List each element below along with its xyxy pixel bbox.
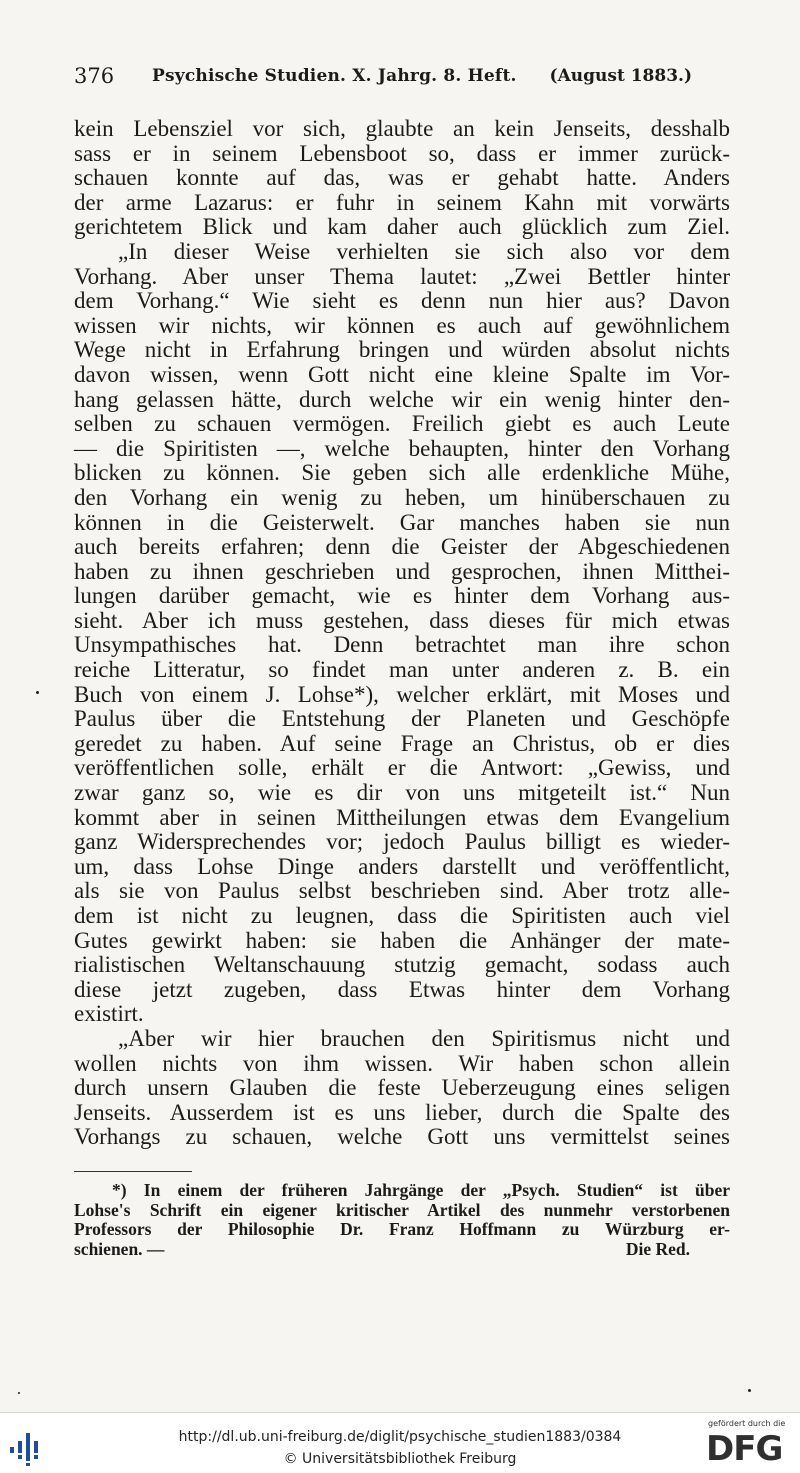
- text-line: rialistischen Weltanschauung stutzig gemacht, sodass auch: [74, 952, 730, 978]
- text-line: gerichtetem Blick und kam daher auch glücklich zum Ziel.: [74, 214, 730, 240]
- text-line: „In dieser Weise verhielten sie sich also vor dem: [118, 238, 730, 264]
- sponsor-caption: gefördert durch die: [708, 1419, 786, 1428]
- text-line: ganz Widersprechendes vor; jedoch Paulus billigt es wieder-: [74, 829, 730, 855]
- text-line: reiche Litteratur, so findet man unter anderen z. B. ein: [74, 657, 730, 683]
- text-line: durch unsern Glauben die feste Ueberzeugung eines seligen: [74, 1075, 730, 1101]
- viewer-footer: [0, 1412, 800, 1473]
- dfg-wordmark: DFG: [706, 1429, 783, 1469]
- text-line: — die Spiritisten —, welche behaupten, hinter den Vorhang: [74, 435, 730, 461]
- copyright-notice: © Universitätsbibliothek Freiburg: [283, 1451, 517, 1467]
- speck-mark: [18, 1392, 20, 1394]
- text-line: Wege nicht in Erfahrung bringen und würden absolut nichts: [74, 337, 730, 363]
- text-line: wollen nichts von ihm wissen. Wir haben schon allein: [74, 1050, 730, 1076]
- text-line: der arme Lazarus: er fuhr in seinem Kahn mit vorwärts: [74, 189, 730, 215]
- body-text: [74, 117, 730, 1150]
- speck-mark: [36, 691, 39, 694]
- footnote-line: [74, 1240, 730, 1260]
- issue-date: (August 1883.): [549, 66, 692, 86]
- text-line: Vorhang. Aber unser Thema lautet: „Zwei Bettler hinter: [74, 263, 730, 289]
- text-line: Paulus über die Entstehung der Planeten und Geschöpfe: [74, 706, 730, 732]
- page-number: 376: [74, 64, 115, 88]
- text-line: als sie von Paulus selbst beschrieben sind. Aber trotz alle-: [74, 878, 730, 904]
- permalink-url[interactable]: http://dl.ub.uni-freiburg.de/diglit/psychische_studien1883/0384: [178, 1429, 622, 1445]
- text-line: wissen wir nichts, wir können es auch auf gewöhnlichem: [74, 312, 730, 338]
- footnote-line: Professors der Philosophie Dr. Franz Hoffmann zu Würzburg er-: [74, 1219, 730, 1239]
- footnote-line: *) In einem der früheren Jahrgänge der „Psych. Studien“ ist über: [112, 1180, 730, 1200]
- text-line: davon wissen, wenn Gott nicht eine kleine Spalte im Vor-: [74, 361, 730, 387]
- dfg-logo[interactable]: [700, 1417, 796, 1473]
- text-line: Vorhangs zu schauen, welche Gott uns vermittelst seines: [74, 1124, 730, 1150]
- text-line: haben zu ihnen geschrieben und gesprochen, ihnen Mitthei-: [74, 558, 730, 584]
- text-line: dem ist nicht zu leugnen, dass die Spiritisten auch viel: [74, 903, 730, 928]
- footnote-divider: [74, 1171, 192, 1172]
- text-line: kommt aber in seinen Mittheilungen etwas dem Evangelium: [74, 804, 730, 830]
- text-line: auch bereits erfahren; denn die Geister der Abgeschiedenen: [74, 534, 730, 560]
- text-line: Unsympathisches hat. Denn betrachtet man ihre schon: [74, 632, 730, 658]
- text-line: diese jetzt zugeben, dass Etwas hinter dem Vorhang: [74, 976, 730, 1002]
- ub-freiburg-logo-icon[interactable]: [8, 1427, 44, 1467]
- text-line: geredet zu haben. Auf seine Frage an Christus, ob er dies: [74, 730, 730, 756]
- text-line: Buch von einem J. Lohse*), welcher erklärt, mit Moses und: [74, 681, 730, 707]
- speck-mark: [748, 1389, 751, 1392]
- text-line: blicken zu können. Sie geben sich alle erdenkliche Mühe,: [74, 460, 730, 486]
- text-line: hang gelassen hätte, durch welche wir ein wenig hinter den-: [74, 386, 730, 412]
- text-line: um, dass Lohse Dinge anders darstellt und veröffentlicht,: [74, 853, 730, 879]
- text-line: zwar ganz so, wie es dir von uns mitgeteilt ist.“ Nun: [74, 780, 730, 806]
- text-line: sieht. Aber ich muss gestehen, dass dieses für mich etwas: [74, 607, 730, 633]
- text-line: „Aber wir hier brauchen den Spiritismus nicht und: [118, 1025, 730, 1051]
- text-line: existirt.: [74, 1001, 144, 1027]
- text-line: kein Lebensziel vor sich, glaubte an kein Jenseits, desshalb: [74, 116, 730, 141]
- text-line: Gutes gewirkt haben: sie haben die Anhänger der mate-: [74, 927, 730, 953]
- text-line: lungen darüber gemacht, wie es hinter dem Vorhang aus-: [74, 583, 730, 609]
- text-line: Jenseits. Ausserdem ist es uns lieber, durch die Spalte des: [74, 1099, 730, 1125]
- footnote-signature: Die Red.: [625, 1238, 690, 1259]
- text-line: selben zu schauen vermögen. Freilich giebt es auch Leute: [74, 411, 730, 437]
- text-line: schauen konnte auf das, was er gehabt hatte. Anders: [74, 165, 730, 191]
- text-line: dem Vorhang.“ Wie sieht es denn nun hier aus? Davon: [74, 288, 730, 314]
- footnote-line: Lohse's Schrift ein eigener kritischer Artikel des nunmehr verstorbenen: [74, 1199, 730, 1220]
- footnote-end-text: schienen. —: [74, 1238, 165, 1259]
- text-line: können in die Geisterwelt. Gar manches haben sie nun: [74, 509, 730, 535]
- running-title: Psychische Studien. X. Jahrg. 8. Heft.: [152, 66, 517, 86]
- text-line: veröffentlichen solle, erhält er die Antwort: „Gewiss, und: [74, 755, 730, 781]
- text-line: sass er in seinem Lebensboot so, dass er immer zurück-: [74, 140, 730, 166]
- footnote: [74, 1181, 730, 1259]
- text-line: den Vorhang ein wenig zu heben, um hinüberschauen zu: [74, 484, 730, 510]
